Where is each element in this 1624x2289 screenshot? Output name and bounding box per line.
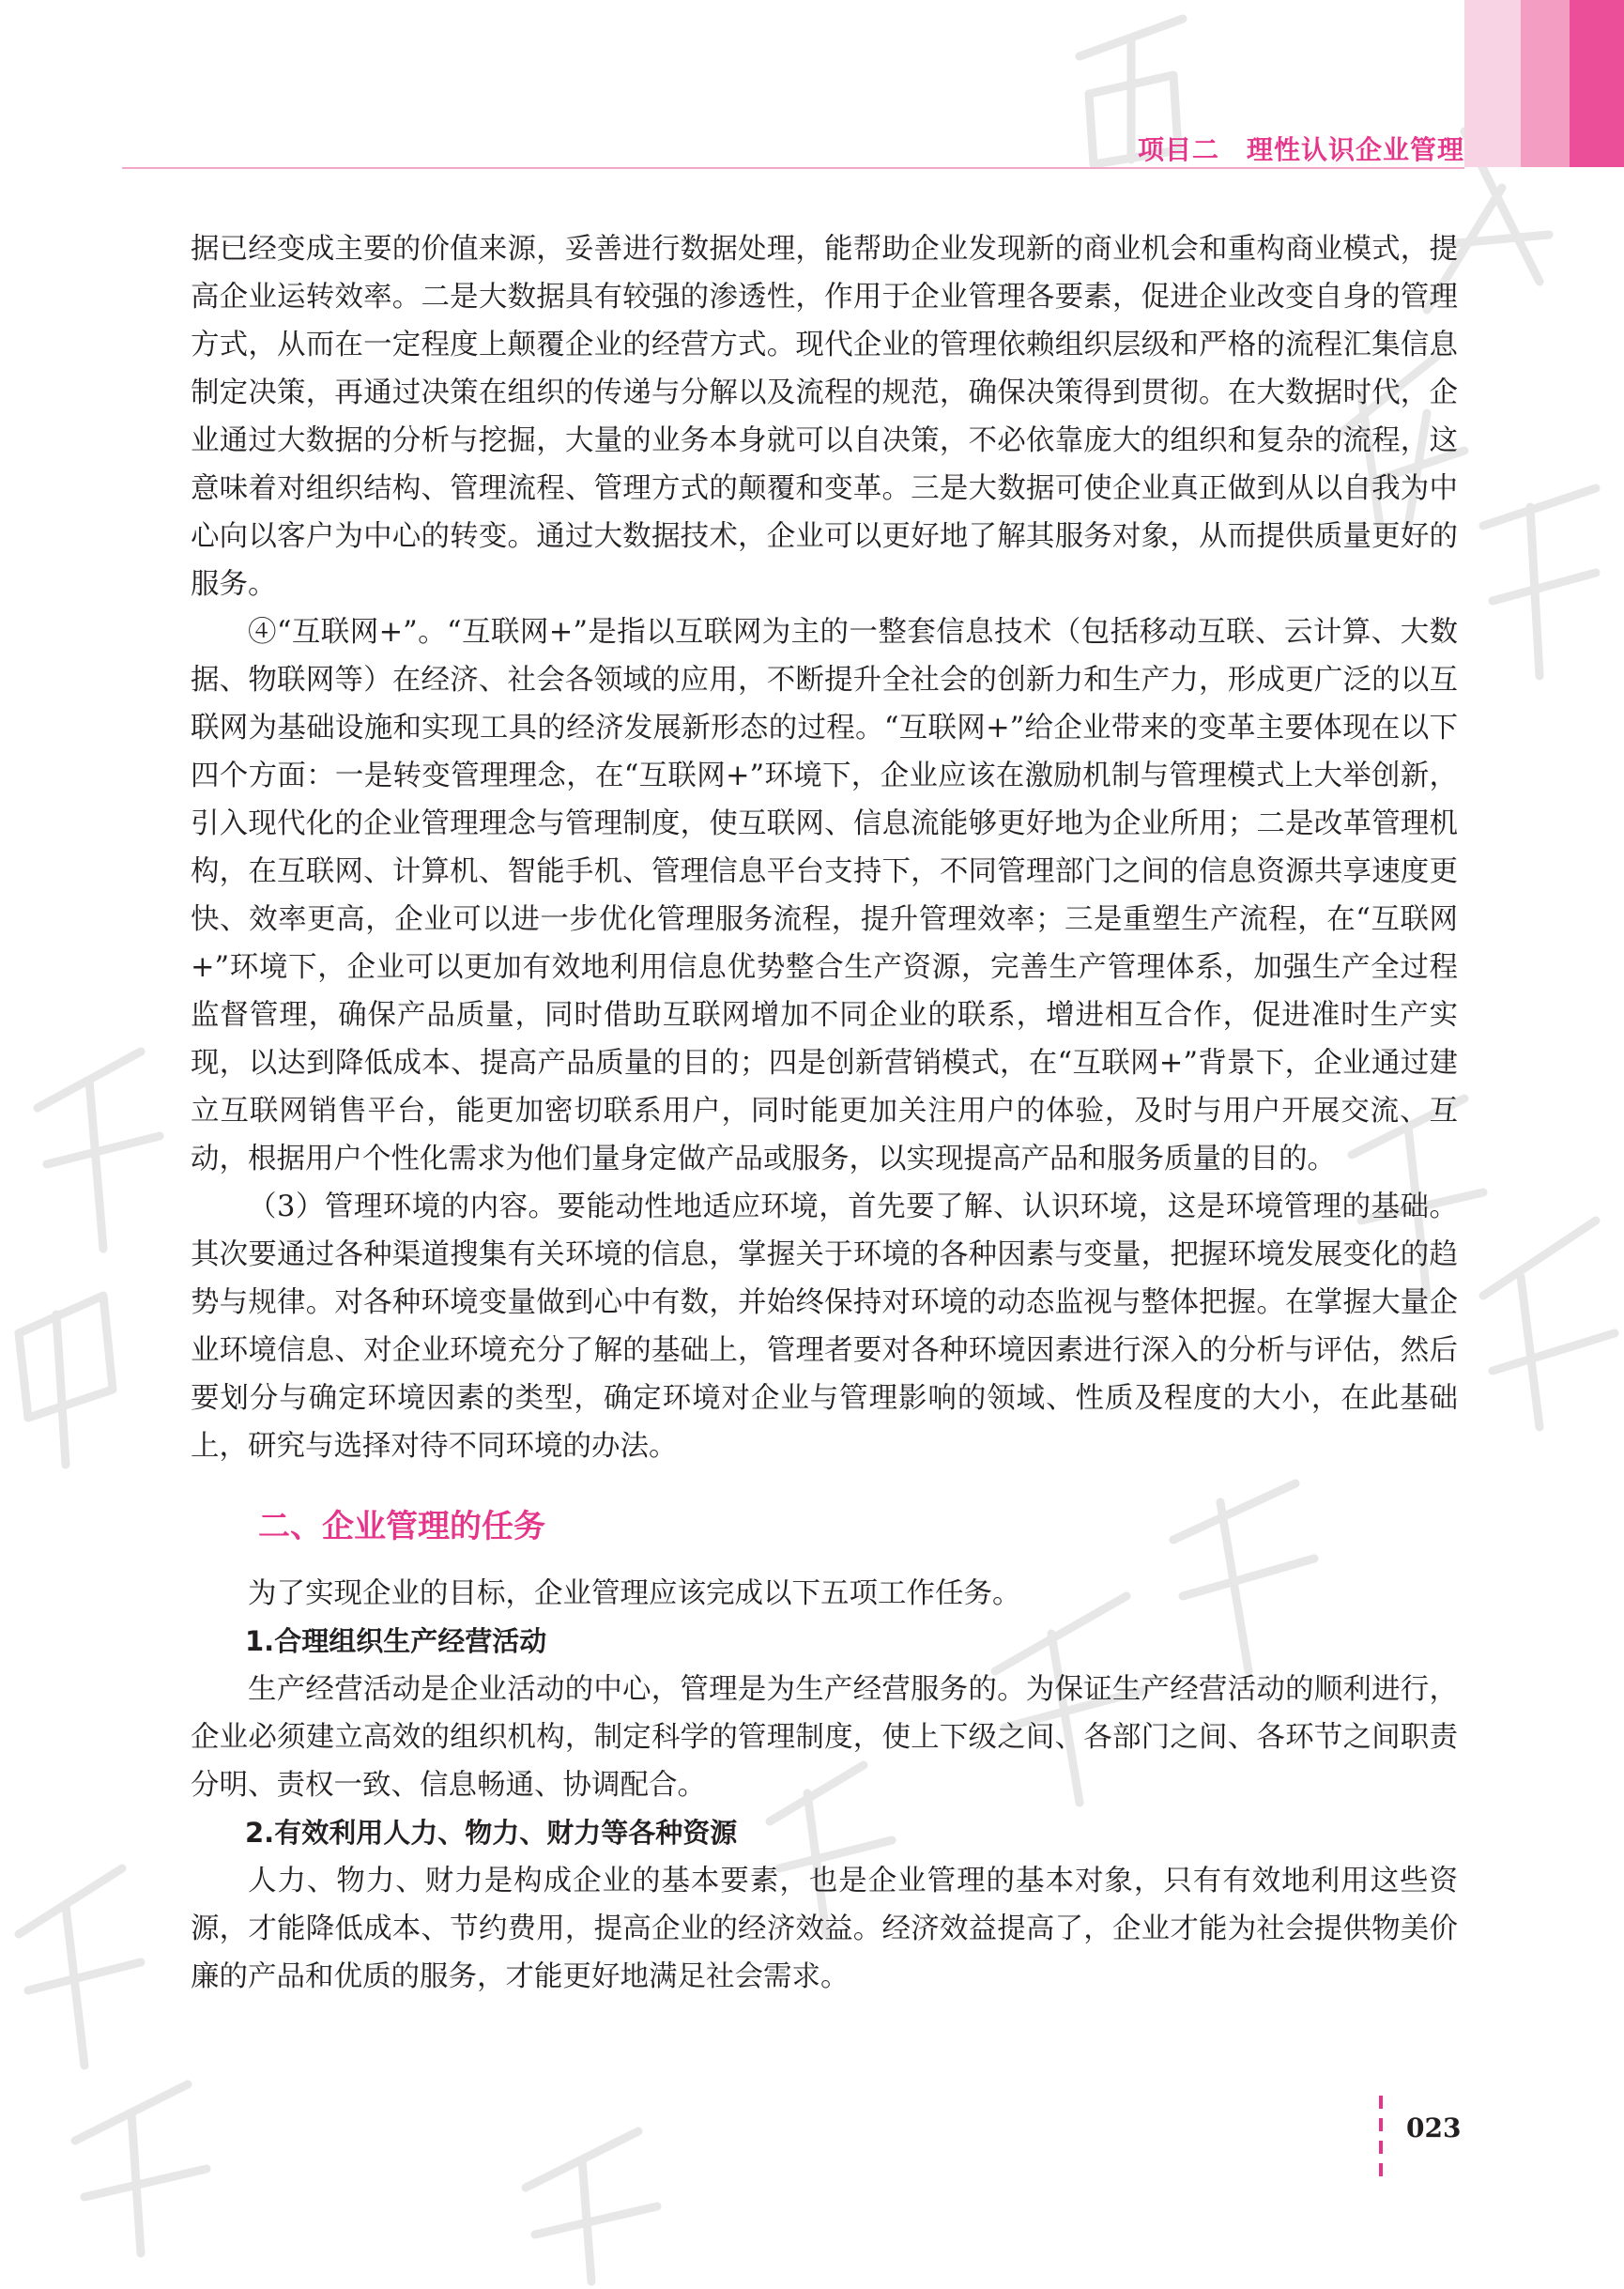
header-stripe-mid	[1521, 0, 1570, 167]
subheading-use-resources: 2.有效利用人力、物力、财力等各种资源	[245, 1817, 738, 1849]
page-number-dash	[1379, 2096, 1383, 2109]
paragraph-internet-plus: ④“互联网+”。“互联网+”是指以互联网为主的一整套信息技术（包括移动互联、云计算、大数据、物联网等）在经济、社会各领域的应用，不断提升全社会的创新力和生产力，形成更广泛的以互联网为基础设施和实现工具的经济发展新形态的过程。“互联网+”给企业带来的变革主要体现在以下四个方面：一是转变管理理念，在“互联网+”环境下，企业应该在激励机制与管理模式上大举创新，引入现代化的企业管理理念与管理制度，使互联网、信息流能够更好地为企业所用；二是改革管理机构，在互联网、计算机、智能手机、管理信息平台支持下，不同管理部门之间的信息资源共享速度更快、效率更高，企业可以进一步优化管理服务流程，提升管理效率；三是重塑生产流程，在“互联网+”环境下，企业可以更加有效地利用信息优势整合生产资源，完善生产管理体系，加强生产全过程监督管理，确保产品质量，同时借助互联网增加不同企业的联系，增进相互合作，促进准时生产实现，以达到降低成本、提高产品质量的目的；四是创新营销模式，在“互联网+”背景下，企业通过建立互联网销售平台，能更加密切联系用户，同时能更加关注用户的体验，及时与用户开展交流、互动，根据用户个性化需求为他们量身定做产品或服务，以实现提高产品和服务质量的目的。	[191, 616, 1458, 1175]
paragraph-organize-production: 生产经营活动是企业活动的中心，管理是为生产经营服务的。为保证生产经营活动的顺利进行，企业必须建立高效的组织机构，制定科学的管理制度，使上下级之间、各部门之间、各环节之间职责分明、责权一致、信息畅通、协调配合。	[191, 1673, 1458, 1802]
section-heading: 二、企业管理的任务	[258, 1508, 545, 1545]
header-rule	[122, 167, 1464, 169]
page-number-dash	[1379, 2141, 1383, 2154]
header-stripe-dark	[1570, 0, 1624, 167]
header-stripe-light	[1464, 0, 1521, 167]
page-body	[191, 225, 1458, 2001]
page-number-dash	[1379, 2118, 1383, 2131]
page-number: 023	[1406, 2112, 1462, 2143]
paragraph-management-environment: （3）管理环境的内容。要能动性地适应环境，首先要了解、认识环境，这是环境管理的基础。其次要通过各种渠道搜集有关环境的信息，掌握关于环境的各种因素与变量，把握环境发展变化的趋势与规律。对各种环境变量做到心中有数，并始终保持对环境的动态监视与整体把握。在掌握大量企业环境信息、对企业环境充分了解的基础上，管理者要对各种环境因素进行深入的分析与评估，然后要划分与确定环境因素的类型，确定环境对企业与管理影响的领域、性质及程度的大小，在此基础上，研究与选择对待不同环境的办法。	[191, 1191, 1458, 1463]
subheading-organize-production: 1.合理组织生产经营活动	[245, 1625, 547, 1657]
page-number-dash	[1379, 2163, 1383, 2176]
paragraph-tasks-intro: 为了实现企业的目标，企业管理应该完成以下五项工作任务。	[248, 1577, 1021, 1610]
running-header-title: 项目二 理性认识企业管理	[1137, 134, 1464, 165]
paragraph-use-resources: 人力、物力、财力是构成企业的基本要素，也是企业管理的基本对象，只有有效地利用这些资源，才能降低成本、节约费用，提高企业的经济效益。经济效益提高了，企业才能为社会提供物美价廉的产品和优质的服务，才能更好地满足社会需求。	[191, 1865, 1458, 1993]
paragraph-big-data-cont: 据已经变成主要的价值来源，妥善进行数据处理，能帮助企业发现新的商业机会和重构商业模式，提高企业运转效率。二是大数据具有较强的渗透性，作用于企业管理各要素，促进企业改变自身的管理方式，从而在一定程度上颠覆企业的经营方式。现代企业的管理依赖组织层级和严格的流程汇集信息制定决策，再通过决策在组织的传递与分解以及流程的规范，确保决策得到贯彻。在大数据时代，企业通过大数据的分析与挖掘，大量的业务本身就可以自决策，不必依靠庞大的组织和复杂的流程，这意味着对组织结构、管理流程、管理方式的颠覆和变革。三是大数据可使企业真正做到从以自我为中心向以客户为中心的转变。通过大数据技术，企业可以更好地了解其服务对象，从而提供质量更好的服务。	[191, 233, 1458, 601]
